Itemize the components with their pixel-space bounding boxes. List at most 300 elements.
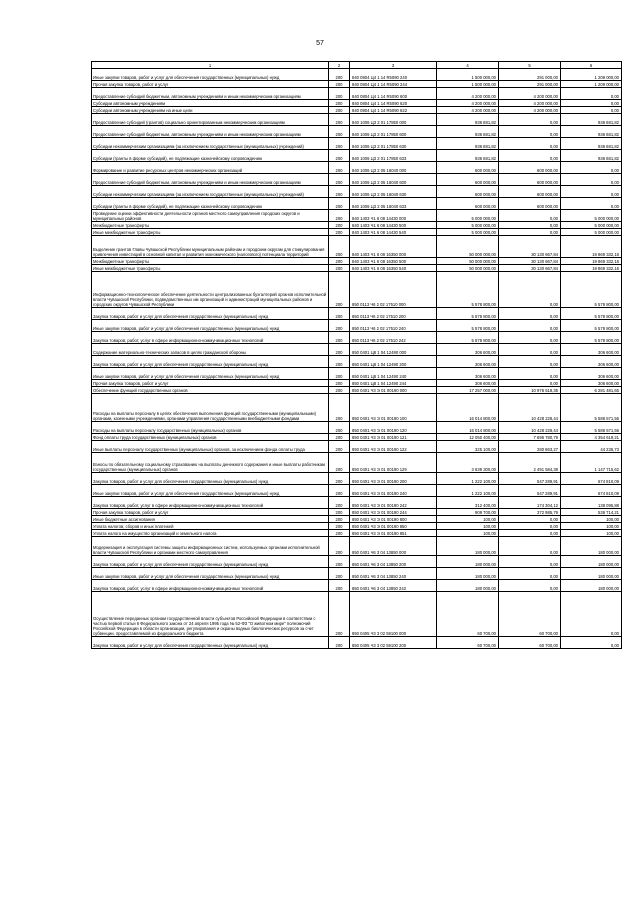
budget-classification-code-cell: 840 1403 Ч1 6 08 16350 540 — [350, 265, 437, 272]
line-code-cell: 200 — [329, 516, 350, 523]
unexecuted-amount-cell: 936 681,82 — [561, 114, 622, 126]
unexecuted-amount-cell: 5 578 800,00 — [561, 272, 622, 308]
executed-amount-cell: 547 289,91 — [499, 473, 561, 485]
line-code-cell: 200 — [329, 368, 350, 380]
expense-name-cell: Содержание материально-технических запасов в целях гражданской обороны — [92, 344, 329, 356]
line-code-cell: 200 — [329, 530, 350, 537]
unexecuted-amount-cell: 6 281 481,65 — [561, 387, 622, 394]
approved-amount-cell: 4 200 000,00 — [437, 88, 499, 100]
table-row — [92, 344, 622, 356]
table-row — [92, 523, 622, 530]
approved-amount-cell: 936 681,82 — [437, 138, 499, 150]
line-code-cell: 200 — [329, 126, 350, 138]
line-code-cell: 200 — [329, 236, 350, 258]
executed-amount-cell: 0,00 — [499, 114, 561, 126]
table-row — [92, 265, 622, 272]
executed-amount-cell: 0,00 — [499, 210, 561, 222]
line-code-cell: 200 — [329, 100, 350, 107]
budget-classification-code-cell: 840 1006 Ц3 2 05 16040 600 — [350, 174, 437, 186]
executed-amount-cell: 372 985,79 — [499, 509, 561, 516]
unexecuted-amount-cell: 936 681,82 — [561, 138, 622, 150]
executed-amount-cell: 0,00 — [499, 568, 561, 580]
table-row — [92, 114, 622, 126]
unexecuted-amount-cell: 306 600,00 — [561, 344, 622, 356]
line-code-cell: 200 — [329, 387, 350, 394]
approved-amount-cell: 1 500 000,00 — [437, 69, 499, 81]
approved-amount-cell: 100,00 — [437, 516, 499, 523]
approved-amount-cell: 5 578 800,00 — [437, 332, 499, 344]
executed-amount-cell: 0,00 — [499, 523, 561, 530]
table-row — [92, 272, 622, 308]
approved-amount-cell: 5 000 000,00 — [437, 222, 499, 229]
expense-name-cell: Модернизация и эксплуатация системы защиты информационных систем, используемых органами исполнительной власти Чувашской Республики и органами местного самоуправления — [92, 537, 329, 556]
expense-name-cell: Закупка товаров, работ и услуг для обеспечения государственных (муниципальных) нужд — [92, 356, 329, 368]
executed-amount-cell: 60 700,00 — [499, 592, 561, 637]
budget-classification-code-cell: 840 1006 Ц3 2 05 16040 633 — [350, 198, 437, 210]
approved-amount-cell: 1 222 100,00 — [437, 473, 499, 485]
budget-classification-code-cell: 840 1403 Ч1 6 08 16350 500 — [350, 258, 437, 265]
unexecuted-amount-cell: 1 147 715,62 — [561, 453, 622, 473]
expense-name-cell: Уплата налога на имущество организаций и земельного налога — [92, 530, 329, 537]
budget-classification-code-cell: 850 0401 Ч3 Э 01 00190 000 — [350, 387, 437, 394]
line-code-cell: 200 — [329, 556, 350, 568]
table-row — [92, 236, 622, 258]
unexecuted-amount-cell: 180 000,00 — [561, 556, 622, 568]
budget-classification-code-cell: 850 0401 Ч3 Э 01 00190 242 — [350, 497, 437, 509]
approved-amount-cell: 312 400,00 — [437, 497, 499, 509]
executed-amount-cell: 291 000,00 — [499, 81, 561, 88]
line-code-cell: 200 — [329, 162, 350, 174]
line-code-cell: 200 — [329, 592, 350, 637]
executed-amount-cell: 0,00 — [499, 356, 561, 368]
expense-name-cell: Фонд оплаты труда государственных (муниципальных) органов — [92, 434, 329, 441]
table-row — [92, 422, 622, 434]
budget-execution-table — [91, 61, 622, 649]
executed-amount-cell: 600 000,00 — [499, 162, 561, 174]
unexecuted-amount-cell: 5 578 800,00 — [561, 320, 622, 332]
unexecuted-amount-cell: 100,00 — [561, 530, 622, 537]
unexecuted-amount-cell: 674 810,09 — [561, 485, 622, 497]
line-code-cell: 200 — [329, 265, 350, 272]
unexecuted-amount-cell: 180 000,00 — [561, 568, 622, 580]
budget-classification-code-cell: 840 1006 Ц3 2 05 16040 630 — [350, 186, 437, 198]
budget-classification-code-cell: 840 0804 Ц4 1 14 R5090 244 — [350, 81, 437, 88]
column-header: 1 — [92, 62, 329, 69]
expense-name-cell: Субсидии (гранты в форме субсидий), не подлежащие казначейскому сопровождению — [92, 150, 329, 162]
approved-amount-cell: 50 000 000,00 — [437, 265, 499, 272]
approved-amount-cell: 180 000,00 — [437, 580, 499, 592]
expense-name-cell: Взносы по обязательному социальному страхованию на выплаты денежного содержания и иные выплаты работникам государственных (муниципальных) органов — [92, 453, 329, 473]
budget-classification-code-cell: 850 0401 Ч3 Э 01 00190 244 — [350, 509, 437, 516]
approved-amount-cell: 50 000 000,00 — [437, 236, 499, 258]
budget-classification-code-cell: 850 0401 Ч3 Э 01 00190 129 — [350, 453, 437, 473]
table-row — [92, 497, 622, 509]
executed-amount-cell: 547 289,91 — [499, 485, 561, 497]
budget-classification-code-cell: 850 0401 Ч3 Э 01 00190 121 — [350, 434, 437, 441]
approved-amount-cell: 1 500 000,00 — [437, 81, 499, 88]
executed-amount-cell: 0,00 — [499, 138, 561, 150]
expense-name-cell: Закупка товаров, работ, услуг в сфере информационно-коммуникационных технологий — [92, 580, 329, 592]
table-row — [92, 556, 622, 568]
table-row — [92, 222, 622, 229]
line-code-cell: 200 — [329, 114, 350, 126]
line-code-cell: 200 — [329, 107, 350, 114]
line-code-cell: 200 — [329, 637, 350, 649]
budget-classification-code-cell: 840 1403 Ч1 6 08 14430 000 — [350, 210, 437, 222]
line-code-cell: 200 — [329, 394, 350, 422]
budget-classification-code-cell: 840 0804 Ц4 1 14 R5090 600 — [350, 88, 437, 100]
line-code-cell: 200 — [329, 210, 350, 222]
approved-amount-cell: 60 700,00 — [437, 637, 499, 649]
table-row — [92, 69, 622, 81]
expense-name-cell: Иные межбюджетные трансферты — [92, 229, 329, 236]
executed-amount-cell: 0,00 — [499, 272, 561, 308]
budget-classification-code-cell: 840 1006 Ц3 2 01 17850 000 — [350, 114, 437, 126]
approved-amount-cell: 12 050 400,00 — [437, 434, 499, 441]
unexecuted-amount-cell: 5 578 800,00 — [561, 332, 622, 344]
unexecuted-amount-cell: 0,00 — [561, 186, 622, 198]
column-header: 2 — [329, 62, 350, 69]
expense-name-cell: Информационно-технологическое обеспечение деятельности централизованных бухгалтерий органов исполнительной власти Чувашской Республики, подведомственных им организаций и администраций муниципальных районов и городских округов Чувашской Республики — [92, 272, 329, 308]
executed-amount-cell: 0,00 — [499, 344, 561, 356]
expense-name-cell: Предоставление субсидий бюджетным, автономным учреждениям и иным некоммерческим организациям — [92, 126, 329, 138]
budget-classification-code-cell: 850 0113 Ч6 2 02 17510 242 — [350, 332, 437, 344]
unexecuted-amount-cell: 306 600,00 — [561, 368, 622, 380]
approved-amount-cell: 180 000,00 — [437, 537, 499, 556]
table-row — [92, 637, 622, 649]
line-code-cell: 200 — [329, 258, 350, 265]
approved-amount-cell: 306 600,00 — [437, 344, 499, 356]
expense-name-cell: Субсидии автономным учреждениям — [92, 100, 329, 107]
expense-name-cell: Иные закупки товаров, работ и услуг для обеспечения государственных (муниципальных) нужд — [92, 568, 329, 580]
table-row — [92, 441, 622, 453]
unexecuted-amount-cell: 180 000,00 — [561, 580, 622, 592]
expense-name-cell: Иные бюджетные ассигнования — [92, 516, 329, 523]
unexecuted-amount-cell: 0,00 — [561, 162, 622, 174]
executed-amount-cell: 0,00 — [499, 222, 561, 229]
executed-amount-cell: 600 000,00 — [499, 186, 561, 198]
budget-classification-code-cell: 850 0405 Ч3 3 02 59100 200 — [350, 637, 437, 649]
expense-name-cell: Прочая закупка товаров, работ и услуг — [92, 509, 329, 516]
approved-amount-cell: 5 578 800,00 — [437, 272, 499, 308]
unexecuted-amount-cell: 1 209 000,00 — [561, 81, 622, 88]
approved-amount-cell: 180 000,00 — [437, 568, 499, 580]
line-code-cell: 200 — [329, 537, 350, 556]
executed-amount-cell: 280 863,27 — [499, 441, 561, 453]
approved-amount-cell: 600 000,00 — [437, 162, 499, 174]
expense-name-cell: Субсидии (гранты в форме субсидий), не подлежащие казначейскому сопровождению — [92, 198, 329, 210]
line-code-cell: 200 — [329, 222, 350, 229]
expense-name-cell: Предоставление субсидий (грантов) социально ориентированным некоммерческим организациям — [92, 114, 329, 126]
table-row — [92, 126, 622, 138]
line-code-cell: 200 — [329, 69, 350, 81]
executed-amount-cell: 0,00 — [499, 150, 561, 162]
unexecuted-amount-cell: 306 600,00 — [561, 380, 622, 387]
unexecuted-amount-cell: 1 209 000,00 — [561, 69, 622, 81]
approved-amount-cell: 600 000,00 — [437, 186, 499, 198]
executed-amount-cell: 2 491 584,38 — [499, 453, 561, 473]
executed-amount-cell: 60 700,00 — [499, 637, 561, 649]
approved-amount-cell: 306 600,00 — [437, 368, 499, 380]
executed-amount-cell: 291 000,00 — [499, 69, 561, 81]
executed-amount-cell: 30 130 667,84 — [499, 236, 561, 258]
table-row — [92, 580, 622, 592]
unexecuted-amount-cell: 306 600,00 — [561, 356, 622, 368]
executed-amount-cell: 0,00 — [499, 556, 561, 568]
unexecuted-amount-cell: 5 000 000,00 — [561, 210, 622, 222]
executed-amount-cell: 4 200 000,00 — [499, 88, 561, 100]
approved-amount-cell: 936 681,82 — [437, 126, 499, 138]
executed-amount-cell: 0,00 — [499, 537, 561, 556]
expense-name-cell: Выделение грантов Главы Чувашской Республики муниципальным районам и городским округам для стимулирования привлечения инвестиций в основной капитал и развития экономического (налогового) потенциала территорий — [92, 236, 329, 258]
executed-amount-cell: 600 000,00 — [499, 174, 561, 186]
budget-classification-code-cell: 850 0401 Ц8 1 04 12490 240 — [350, 368, 437, 380]
expense-name-cell: Расходы на выплаты персоналу государственных (муниципальных) органов — [92, 422, 329, 434]
approved-amount-cell: 5 578 800,00 — [437, 308, 499, 320]
line-code-cell: 200 — [329, 344, 350, 356]
unexecuted-amount-cell: 180 000,00 — [561, 537, 622, 556]
table-row — [92, 308, 622, 320]
executed-amount-cell: 0,00 — [499, 229, 561, 236]
budget-classification-code-cell: 850 0401 Ч6 3 04 13850 242 — [350, 580, 437, 592]
table-row — [92, 332, 622, 344]
executed-amount-cell: 0,00 — [499, 516, 561, 523]
unexecuted-amount-cell: 5 000 000,00 — [561, 229, 622, 236]
expense-name-cell: Иные закупки товаров, работ и услуг для обеспечения государственных (муниципальных) нужд — [92, 368, 329, 380]
approved-amount-cell: 5 000 000,00 — [437, 210, 499, 222]
executed-amount-cell: 0,00 — [499, 368, 561, 380]
unexecuted-amount-cell: 44 236,73 — [561, 441, 622, 453]
approved-amount-cell: 936 681,82 — [437, 114, 499, 126]
line-code-cell: 200 — [329, 198, 350, 210]
budget-classification-code-cell: 850 0113 Ч6 2 02 17510 200 — [350, 308, 437, 320]
expense-name-cell: Закупка товаров, работ и услуг для обеспечения государственных (муниципальных) нужд — [92, 556, 329, 568]
line-code-cell: 200 — [329, 509, 350, 516]
unexecuted-amount-cell: 5 586 571,56 — [561, 422, 622, 434]
line-code-cell: 200 — [329, 485, 350, 497]
approved-amount-cell: 100,00 — [437, 530, 499, 537]
table-row — [92, 186, 622, 198]
line-code-cell: 200 — [329, 186, 350, 198]
column-number-header-row — [92, 62, 622, 69]
budget-classification-code-cell: 840 1006 Ц3 2 05 16040 000 — [350, 162, 437, 174]
table-row — [92, 473, 622, 485]
table-row — [92, 138, 622, 150]
budget-classification-code-cell: 840 1403 Ч1 6 08 16350 000 — [350, 236, 437, 258]
executed-amount-cell: 4 200 000,00 — [499, 107, 561, 114]
expense-name-cell: Уплата налогов, сборов и иных платежей — [92, 523, 329, 530]
approved-amount-cell: 600 000,00 — [437, 174, 499, 186]
line-code-cell: 200 — [329, 568, 350, 580]
table-row — [92, 485, 622, 497]
approved-amount-cell: 16 014 800,00 — [437, 422, 499, 434]
approved-amount-cell: 325 100,00 — [437, 441, 499, 453]
executed-amount-cell: 0,00 — [499, 332, 561, 344]
executed-amount-cell: 10 428 228,44 — [499, 394, 561, 422]
budget-classification-code-cell: 850 0401 Ч6 3 04 13850 240 — [350, 568, 437, 580]
expense-name-cell: Закупка товаров, работ, услуг в сфере информационно-коммуникационных технологий — [92, 332, 329, 344]
budget-classification-code-cell: 850 0401 Ц8 1 04 12490 000 — [350, 344, 437, 356]
expense-name-cell: Межбюджетные трансферты — [92, 258, 329, 265]
executed-amount-cell: 10 976 518,35 — [499, 387, 561, 394]
expense-name-cell: Закупка товаров, работ и услуг для обеспечения государственных (муниципальных) нужд — [92, 473, 329, 485]
table-row — [92, 320, 622, 332]
expense-name-cell: Иные закупки товаров, работ и услуг для обеспечения государственных (муниципальных) нужд — [92, 69, 329, 81]
executed-amount-cell: 0,00 — [499, 530, 561, 537]
unexecuted-amount-cell: 0,00 — [561, 637, 622, 649]
table-row — [92, 568, 622, 580]
approved-amount-cell: 100,00 — [437, 523, 499, 530]
approved-amount-cell: 16 014 800,00 — [437, 394, 499, 422]
column-header: 6 — [561, 62, 622, 69]
expense-name-cell: Предоставление субсидий бюджетным, автономным учреждениям и иным некоммерческим организациям — [92, 174, 329, 186]
approved-amount-cell: 4 200 000,00 — [437, 107, 499, 114]
line-code-cell: 200 — [329, 138, 350, 150]
table-row — [92, 198, 622, 210]
expense-name-cell: Субсидии некоммерческим организациям (за исключением государственных (муниципальных) учреждений) — [92, 186, 329, 198]
approved-amount-cell: 60 700,00 — [437, 592, 499, 637]
budget-classification-code-cell: 840 0804 Ц4 1 14 R5090 240 — [350, 69, 437, 81]
unexecuted-amount-cell: 0,00 — [561, 174, 622, 186]
executed-amount-cell: 0,00 — [499, 380, 561, 387]
expense-name-cell: Осуществление переданных органам государственной власти субъектов Российской Федерации в соответствии с частью первой статьи 6 Федерального закона от 24 апреля 1995 года № 52-ФЗ "О животном мире" полномочий Российской Федерации в области организации, регулирования и охраны водных биологических ресурсов за счет субвенции, предоставляемой из федерального бюджета — [92, 592, 329, 637]
budget-classification-code-cell: 840 1403 Ч1 6 08 14430 500 — [350, 222, 437, 229]
table-row — [92, 150, 622, 162]
budget-classification-code-cell: 850 0405 Ч3 3 02 59100 000 — [350, 592, 437, 637]
line-code-cell: 200 — [329, 523, 350, 530]
expense-name-cell: Предоставление субсидий бюджетным, автономным учреждениям и иным некоммерческим организациям — [92, 88, 329, 100]
unexecuted-amount-cell: 0,00 — [561, 107, 622, 114]
budget-classification-code-cell: 840 0804 Ц4 1 14 R5090 622 — [350, 107, 437, 114]
expense-name-cell: Проведение оценки эффективности деятельности органов местного самоуправления городских округов и муниципальных районов — [92, 210, 329, 222]
budget-classification-code-cell: 840 1006 Ц3 2 01 17850 633 — [350, 150, 437, 162]
expense-name-cell: Иные закупки товаров, работ и услуг для обеспечения государственных (муниципальных) нужд — [92, 320, 329, 332]
expense-name-cell: Межбюджетные трансферты — [92, 222, 329, 229]
table-row — [92, 592, 622, 637]
line-code-cell: 200 — [329, 497, 350, 509]
executed-amount-cell: 30 130 667,84 — [499, 258, 561, 265]
approved-amount-cell: 306 600,00 — [437, 356, 499, 368]
approved-amount-cell: 600 000,00 — [437, 198, 499, 210]
budget-classification-code-cell: 840 1403 Ч1 6 08 14430 540 — [350, 229, 437, 236]
unexecuted-amount-cell: 5 000 000,00 — [561, 222, 622, 229]
unexecuted-amount-cell: 0,00 — [561, 100, 622, 107]
table-row — [92, 88, 622, 100]
executed-amount-cell: 0,00 — [499, 308, 561, 320]
budget-classification-code-cell: 840 1006 Ц3 2 01 17850 630 — [350, 138, 437, 150]
budget-classification-code-cell: 840 0804 Ц4 1 14 R5090 620 — [350, 100, 437, 107]
line-code-cell: 200 — [329, 380, 350, 387]
table-row — [92, 453, 622, 473]
unexecuted-amount-cell: 5 586 571,56 — [561, 394, 622, 422]
budget-classification-code-cell: 850 0401 Ч6 3 04 13850 200 — [350, 556, 437, 568]
unexecuted-amount-cell: 0,00 — [561, 88, 622, 100]
expense-name-cell: Формирование и развитие ресурсных центров некоммерческих организаций — [92, 162, 329, 174]
budget-classification-code-cell: 850 0401 Ч3 Э 01 00190 240 — [350, 485, 437, 497]
expense-name-cell: Закупка товаров, работ, услуг в сфере информационно-коммуникационных технологий — [92, 497, 329, 509]
budget-classification-code-cell: 850 0401 Ч3 Э 01 00190 200 — [350, 473, 437, 485]
unexecuted-amount-cell: 19 869 332,16 — [561, 236, 622, 258]
table-row — [92, 434, 622, 441]
expense-name-cell: Субсидии автономным учреждениям на иные цели — [92, 107, 329, 114]
expense-name-cell: Иные межбюджетные трансферты — [92, 265, 329, 272]
approved-amount-cell: 5 000 000,00 — [437, 229, 499, 236]
expense-name-cell: Закупка товаров, работ и услуг для обеспечения государственных (муниципальных) нужд — [92, 308, 329, 320]
unexecuted-amount-cell: 0,00 — [561, 592, 622, 637]
line-code-cell: 200 — [329, 453, 350, 473]
table-row — [92, 356, 622, 368]
executed-amount-cell: 0,00 — [499, 580, 561, 592]
unexecuted-amount-cell: 19 869 332,16 — [561, 265, 622, 272]
unexecuted-amount-cell: 100,00 — [561, 523, 622, 530]
table-row — [92, 210, 622, 222]
line-code-cell: 200 — [329, 422, 350, 434]
executed-amount-cell: 10 428 228,44 — [499, 422, 561, 434]
budget-classification-code-cell: 850 0113 Ч6 2 02 17510 000 — [350, 272, 437, 308]
table-row — [92, 368, 622, 380]
approved-amount-cell: 909 700,00 — [437, 509, 499, 516]
line-code-cell: 200 — [329, 88, 350, 100]
executed-amount-cell: 174 304,12 — [499, 497, 561, 509]
table-row — [92, 537, 622, 556]
budget-classification-code-cell: 850 0401 Ч3 Э 01 00190 851 — [350, 530, 437, 537]
budget-classification-code-cell: 850 0401 Ч6 3 04 13850 000 — [350, 537, 437, 556]
table-row — [92, 174, 622, 186]
approved-amount-cell: 5 578 800,00 — [437, 320, 499, 332]
line-code-cell: 200 — [329, 174, 350, 186]
table-row — [92, 107, 622, 114]
budget-classification-code-cell: 850 0401 Ч3 Э 01 00190 100 — [350, 394, 437, 422]
column-header: 4 — [437, 62, 499, 69]
line-code-cell: 200 — [329, 356, 350, 368]
approved-amount-cell: 936 681,82 — [437, 150, 499, 162]
approved-amount-cell: 50 000 000,00 — [437, 258, 499, 265]
executed-amount-cell: 30 130 667,84 — [499, 265, 561, 272]
column-header: 5 — [499, 62, 561, 69]
approved-amount-cell: 17 257 000,00 — [437, 387, 499, 394]
line-code-cell: 200 — [329, 229, 350, 236]
line-code-cell: 200 — [329, 580, 350, 592]
unexecuted-amount-cell: 4 354 619,21 — [561, 434, 622, 441]
table-row — [92, 394, 622, 422]
approved-amount-cell: 3 639 300,00 — [437, 453, 499, 473]
line-code-cell: 200 — [329, 308, 350, 320]
executed-amount-cell: 600 000,00 — [499, 198, 561, 210]
approved-amount-cell: 1 222 100,00 — [437, 485, 499, 497]
table-row — [92, 380, 622, 387]
expense-name-cell: Субсидии некоммерческим организациям (за исключением государственных (муниципальных) учреждений) — [92, 138, 329, 150]
budget-classification-code-cell: 840 1006 Ц3 2 01 17850 600 — [350, 126, 437, 138]
page-number: 57 — [316, 40, 324, 47]
line-code-cell: 200 — [329, 332, 350, 344]
unexecuted-amount-cell: 5 578 800,00 — [561, 308, 622, 320]
table-row — [92, 81, 622, 88]
unexecuted-amount-cell: 674 810,09 — [561, 473, 622, 485]
line-code-cell: 200 — [329, 441, 350, 453]
approved-amount-cell: 306 600,00 — [437, 380, 499, 387]
unexecuted-amount-cell: 0,00 — [561, 198, 622, 210]
budget-classification-code-cell: 850 0401 Ч3 Э 01 00190 122 — [350, 441, 437, 453]
line-code-cell: 200 — [329, 272, 350, 308]
budget-classification-code-cell: 850 0401 Ч3 Э 01 00190 850 — [350, 523, 437, 530]
unexecuted-amount-cell: 936 681,82 — [561, 126, 622, 138]
table-row — [92, 100, 622, 107]
table-row — [92, 162, 622, 174]
budget-classification-code-cell: 850 0113 Ч6 2 02 17510 240 — [350, 320, 437, 332]
table-row — [92, 530, 622, 537]
column-header: 3 — [350, 62, 437, 69]
executed-amount-cell: 0,00 — [499, 320, 561, 332]
